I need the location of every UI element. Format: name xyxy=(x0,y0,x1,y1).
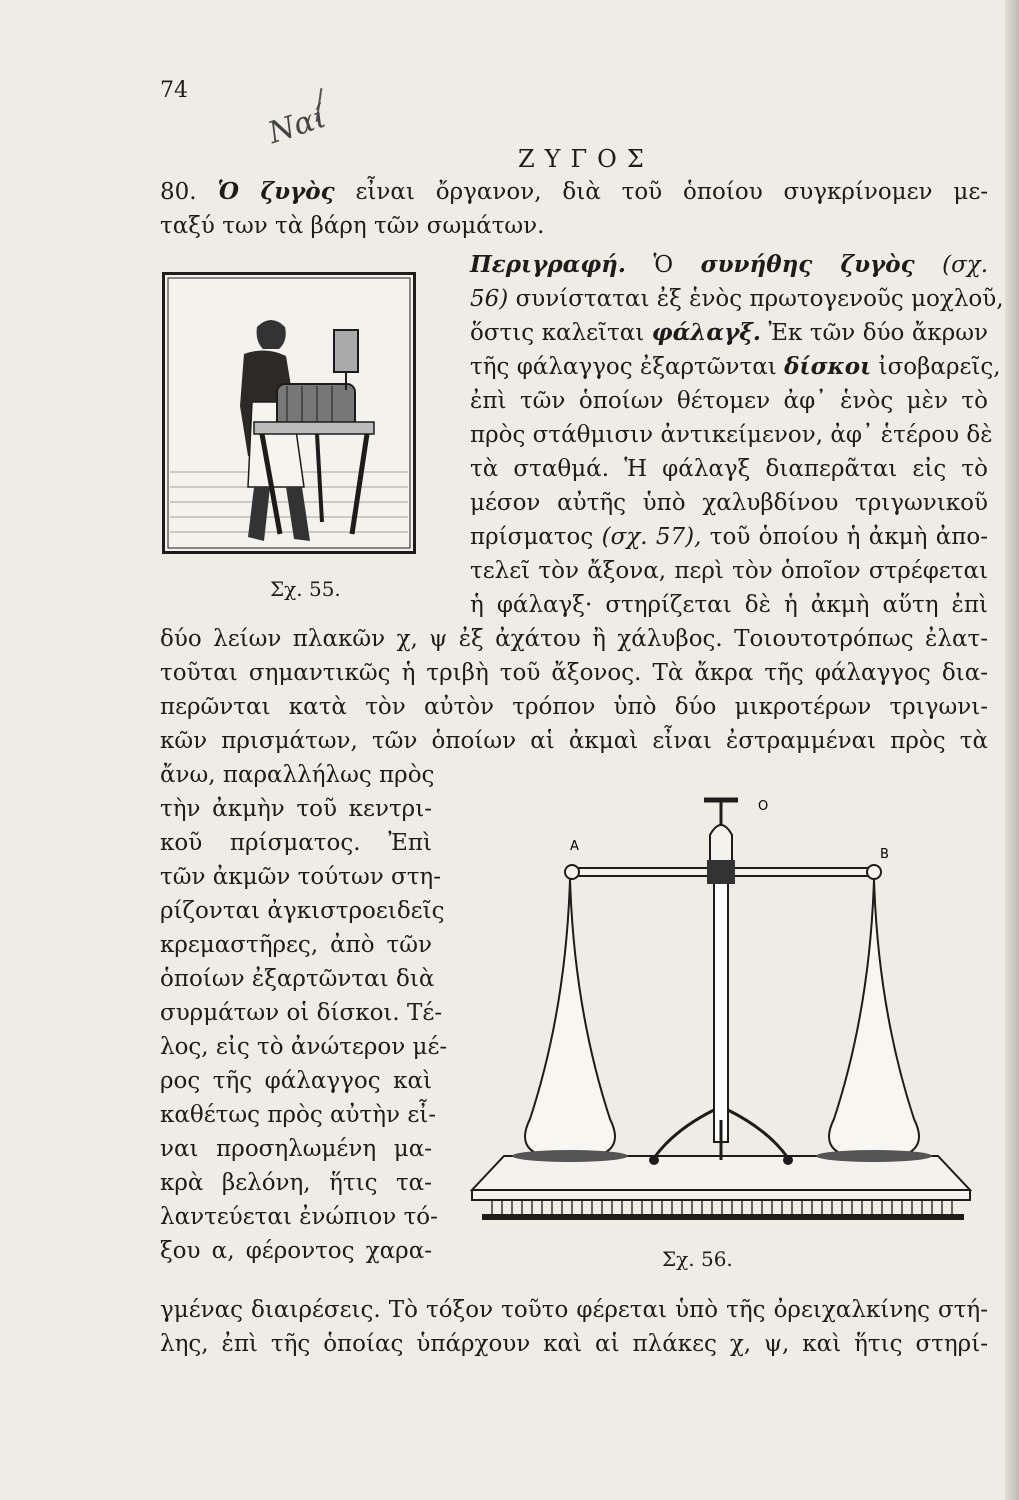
label-o: O xyxy=(758,799,769,814)
narrow-line-14: λαντεύεται ἐνώπιον τό- xyxy=(160,1204,438,1230)
desc-line11: ἡ φάλαγξ· στηρίζεται δὲ ἡ ἀκμὴ αὕτη ἐπὶ xyxy=(470,592,988,618)
narrow-line-4: τῶν ἀκμῶν τούτων στη- xyxy=(160,864,441,890)
para80-line2: ταξύ των τὰ βάρη τῶν σωμάτων. xyxy=(160,213,545,239)
label-a: A xyxy=(570,839,579,854)
full-line-3: περῶνται κατὰ τὸν αὐτὸν τρόπον ὑπὸ δύο μικροτέρων τριγωνι- xyxy=(160,694,988,720)
para80-line1-rest: εἶναι ὄργανον, διὰ τοῦ ὁποίου συγκρίνομεν με- xyxy=(355,179,989,205)
narrow-line-11: καθέτως πρὸς αὐτὴν εἶ- xyxy=(160,1102,437,1128)
desc-l4-b: ἰσοβαρεῖς, xyxy=(878,354,1001,380)
figure-56-caption: Σχ. 56. xyxy=(662,1247,733,1271)
desc-line5: ἐπὶ τῶν ὁποίων θέτομεν ἀφ᾽ ἑνὸς μὲν τὸ xyxy=(470,388,988,414)
narrow-line-10: ρος τῆς φάλαγγος καὶ xyxy=(160,1068,432,1094)
narrow-line-3: κοῦ πρίσματος. Ἐπὶ xyxy=(160,830,432,856)
full-line-4: κῶν πρισμάτων, τῶν ὁποίων αἱ ἀκμαὶ εἶναι ἐστραμμέναι πρὸς τὰ xyxy=(160,728,988,754)
desc-line4 xyxy=(470,352,1001,382)
figure-55-caption: Σχ. 55. xyxy=(270,577,341,601)
handwritten-margin-note: Ναί xyxy=(264,99,331,152)
figure-56-drawing xyxy=(462,780,982,1230)
figure-55-drawing xyxy=(162,272,416,554)
narrow-line-2: τὴν ἀκμὴν τοῦ κεντρι- xyxy=(160,796,432,822)
desc-line2 xyxy=(470,284,1004,314)
para80-term: Ὁ ζυγὸς xyxy=(217,178,335,205)
desc-l9-a: πρίσματος xyxy=(470,524,594,550)
bottom-line-1: γμένας διαιρέσεις. Τὸ τόξον τοῦτο φέρεται ὑπὸ τῆς ὀρειχαλκίνης στή- xyxy=(160,1297,988,1323)
desc-line1 xyxy=(470,250,988,280)
narrow-line-8: συρμάτων οἱ δίσκοι. Τέ- xyxy=(160,1000,443,1026)
desc-l3-b: Ἐκ τῶν δύο ἄκρων xyxy=(768,320,989,346)
desc-l1-term: συνήθης ζυγὸς xyxy=(700,251,915,278)
figure-56-balance-scale xyxy=(462,780,982,1230)
desc-line8: μέσον αὐτῆς ὑπὸ χαλυβδίνου τριγωνικοῦ xyxy=(470,490,988,516)
desc-l9-b: τοῦ ὁποίου ἡ ἀκμὴ ἀπο- xyxy=(709,524,989,550)
desc-line6: πρὸς στάθμισιν ἀντικείμενον, ἀφ᾽ ἑτέρου δὲ xyxy=(470,422,993,448)
desc-l1-ref: (σχ. xyxy=(942,252,989,278)
desc-line9 xyxy=(470,522,988,552)
narrow-line-5: ρίζονται ἀγκιστροειδεῖς xyxy=(160,898,445,924)
para80-line1 xyxy=(160,177,988,207)
full-line-1: δύο λείων πλακῶν χ, ψ ἐξ ἀχάτου ἢ χάλυβος. Τοιουτοτρόπως ἐλατ- xyxy=(160,626,988,652)
section-title: ΖΥΓΟΣ xyxy=(518,145,654,173)
para80-number: 80. xyxy=(160,179,197,205)
full-line-2: τοῦται σημαντικῶς ἡ τριβὴ τοῦ ἄξονος. Τὰ ἄκρα τῆς φάλαγγος δια- xyxy=(160,660,988,686)
desc-l3-a: ὅστις καλεῖται xyxy=(470,320,645,346)
narrow-line-6: κρεμαστῆρες, ἀπὸ τῶν xyxy=(160,932,432,958)
desc-l1-a: Ὁ xyxy=(653,252,674,278)
desc-l2-rest: συνίσταται ἐξ ἑνὸς πρωτογενοῦς μοχλοῦ, xyxy=(515,286,1004,312)
narrow-line-12: ναι προσηλωμένη μα- xyxy=(160,1136,432,1162)
desc-l4-a: τῆς φάλαγγος ἐξαρτῶνται xyxy=(470,354,777,380)
desc-line10: τελεῖ τὸν ἄξονα, περὶ τὸν ὁποῖον στρέφεται xyxy=(470,558,988,584)
desc-l4-term: δίσκοι xyxy=(784,353,872,380)
figure-55-man-with-scale xyxy=(162,272,416,554)
page-edge-shadow xyxy=(1005,0,1019,1500)
narrow-line-13: κρὰ βελόνη, ἥτις τα- xyxy=(160,1170,432,1196)
bottom-line-2: λης, ἐπὶ τῆς ὁποίας ὑπάρχουν καὶ αἱ πλάκες χ, ψ, καὶ ἥτις στηρί- xyxy=(160,1331,988,1357)
desc-line7: τὰ σταθμά. Ἡ φάλαγξ διαπερᾶται εἰς τὸ xyxy=(470,456,988,482)
narrow-line-9: λος, εἰς τὸ ἀνώτερον μέ- xyxy=(160,1034,448,1060)
narrow-line-7: ὁποίων ἐξαρτῶνται διὰ xyxy=(160,966,435,992)
desc-l2-ref: 56) xyxy=(470,286,509,312)
desc-line3 xyxy=(470,318,988,348)
narrow-line-15: ξου α, φέροντος χαρα- xyxy=(160,1238,432,1264)
desc-heading: Περιγραφή. xyxy=(470,251,626,278)
desc-l3-term: φάλαγξ. xyxy=(651,319,761,346)
page-number: 74 xyxy=(160,78,188,103)
narrow-line-1: ἄνω, παραλλήλως πρὸς xyxy=(160,762,435,788)
label-b: B xyxy=(880,847,889,862)
desc-l9-ref: (σχ. 57), xyxy=(601,524,702,550)
